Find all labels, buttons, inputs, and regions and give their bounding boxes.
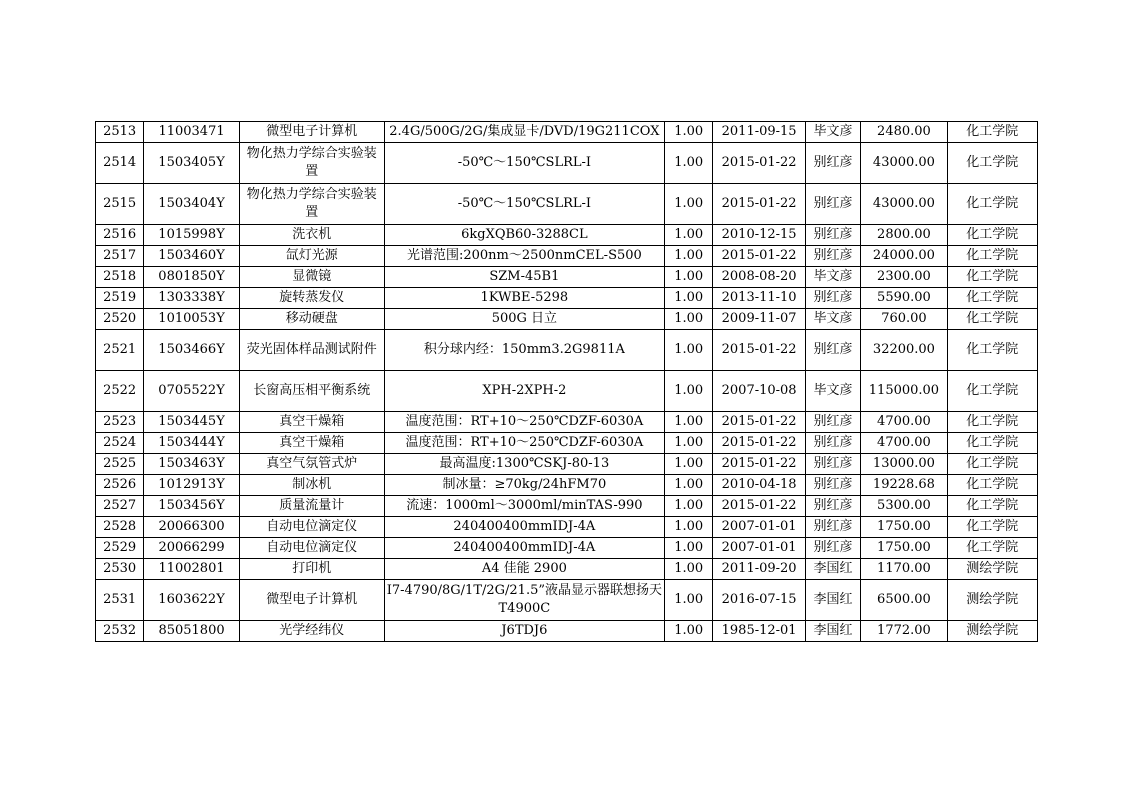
cell-asset-name: 微型电子计算机	[239, 580, 384, 621]
cell-row-number: 2513	[96, 122, 144, 143]
cell-department: 化工学院	[947, 371, 1037, 412]
cell-model-spec: -50℃～150℃SLRL-Ⅰ	[384, 184, 664, 225]
cell-quantity: 1.00	[665, 184, 713, 225]
cell-department: 测绘学院	[947, 621, 1037, 642]
cell-custodian: 李国红	[805, 621, 860, 642]
table-row	[96, 559, 1038, 580]
cell-custodian: 别红彦	[805, 143, 860, 184]
cell-department: 化工学院	[947, 288, 1037, 309]
table-row	[96, 454, 1038, 475]
cell-asset-name: 制冰机	[239, 475, 384, 496]
cell-department: 化工学院	[947, 433, 1037, 454]
cell-model-spec: 500G 日立	[384, 309, 664, 330]
cell-price: 6500.00	[861, 580, 947, 621]
cell-custodian: 别红彦	[805, 538, 860, 559]
cell-custodian: 别红彦	[805, 330, 860, 371]
cell-custodian: 李国红	[805, 580, 860, 621]
cell-price: 1750.00	[861, 538, 947, 559]
table-row	[96, 517, 1038, 538]
cell-asset-name: 物化热力学综合实验装置	[239, 143, 384, 184]
cell-asset-code: 20066299	[144, 538, 240, 559]
table-row	[96, 246, 1038, 267]
cell-asset-name: 微型电子计算机	[239, 122, 384, 143]
cell-price: 4700.00	[861, 412, 947, 433]
table-row	[96, 330, 1038, 371]
cell-asset-code: 1503456Y	[144, 496, 240, 517]
cell-row-number: 2530	[96, 559, 144, 580]
cell-custodian: 李国红	[805, 559, 860, 580]
cell-department: 化工学院	[947, 184, 1037, 225]
cell-asset-name: 物化热力学综合实验装置	[239, 184, 384, 225]
cell-purchase-date: 2008-08-20	[713, 267, 805, 288]
table-body	[96, 122, 1038, 642]
cell-price: 1750.00	[861, 517, 947, 538]
cell-model-spec: 制冰量：≥70kg/24hFM70	[384, 475, 664, 496]
cell-purchase-date: 2015-01-22	[713, 496, 805, 517]
cell-purchase-date: 2011-09-20	[713, 559, 805, 580]
cell-price: 43000.00	[861, 143, 947, 184]
cell-quantity: 1.00	[665, 267, 713, 288]
cell-asset-name: 自动电位滴定仪	[239, 538, 384, 559]
cell-row-number: 2525	[96, 454, 144, 475]
asset-table	[95, 121, 1038, 642]
cell-price: 1772.00	[861, 621, 947, 642]
cell-asset-code: 20066300	[144, 517, 240, 538]
cell-purchase-date: 2015-01-22	[713, 330, 805, 371]
cell-asset-name: 长窗高压相平衡系统	[239, 371, 384, 412]
table-row	[96, 309, 1038, 330]
cell-model-spec: 6kgXQB60-3288CL	[384, 225, 664, 246]
cell-custodian: 别红彦	[805, 225, 860, 246]
cell-asset-code: 0801850Y	[144, 267, 240, 288]
cell-asset-code: 11003471	[144, 122, 240, 143]
cell-asset-name: 移动硬盘	[239, 309, 384, 330]
cell-row-number: 2522	[96, 371, 144, 412]
cell-department: 化工学院	[947, 412, 1037, 433]
cell-model-spec: 240400400mmIDJ-4A	[384, 517, 664, 538]
cell-asset-name: 显微镜	[239, 267, 384, 288]
cell-model-spec: J6TDJ6	[384, 621, 664, 642]
cell-model-spec: 温度范围：RT+10～250℃DZF-6030A	[384, 412, 664, 433]
cell-price: 760.00	[861, 309, 947, 330]
cell-quantity: 1.00	[665, 330, 713, 371]
table-row	[96, 225, 1038, 246]
table-row	[96, 288, 1038, 309]
cell-model-spec: 2.4G/500G/2G/集成显卡/DVD/19G211COX	[384, 122, 664, 143]
cell-model-spec: 最高温度:1300℃SKJ-80-13	[384, 454, 664, 475]
cell-quantity: 1.00	[665, 309, 713, 330]
cell-price: 1170.00	[861, 559, 947, 580]
cell-row-number: 2519	[96, 288, 144, 309]
cell-asset-code: 1303338Y	[144, 288, 240, 309]
cell-asset-name: 真空干燥箱	[239, 412, 384, 433]
cell-purchase-date: 2015-01-22	[713, 454, 805, 475]
cell-price: 24000.00	[861, 246, 947, 267]
cell-row-number: 2528	[96, 517, 144, 538]
table-row	[96, 267, 1038, 288]
cell-custodian: 别红彦	[805, 475, 860, 496]
table-row	[96, 580, 1038, 621]
cell-department: 化工学院	[947, 267, 1037, 288]
cell-price: 115000.00	[861, 371, 947, 412]
cell-asset-code: 1503405Y	[144, 143, 240, 184]
table-row	[96, 496, 1038, 517]
cell-price: 19228.68	[861, 475, 947, 496]
cell-asset-name: 自动电位滴定仪	[239, 517, 384, 538]
cell-price: 32200.00	[861, 330, 947, 371]
cell-purchase-date: 2007-10-08	[713, 371, 805, 412]
cell-quantity: 1.00	[665, 538, 713, 559]
table-row	[96, 538, 1038, 559]
cell-custodian: 别红彦	[805, 517, 860, 538]
cell-asset-name: 打印机	[239, 559, 384, 580]
cell-row-number: 2532	[96, 621, 144, 642]
cell-model-spec: 积分球内经：150mm3.2G9811A	[384, 330, 664, 371]
cell-price: 43000.00	[861, 184, 947, 225]
cell-purchase-date: 2015-01-22	[713, 143, 805, 184]
cell-row-number: 2514	[96, 143, 144, 184]
table-row	[96, 122, 1038, 143]
cell-row-number: 2518	[96, 267, 144, 288]
cell-model-spec: 温度范围：RT+10～250℃DZF-6030A	[384, 433, 664, 454]
cell-purchase-date: 2009-11-07	[713, 309, 805, 330]
cell-quantity: 1.00	[665, 288, 713, 309]
cell-quantity: 1.00	[665, 580, 713, 621]
cell-purchase-date: 2016-07-15	[713, 580, 805, 621]
cell-purchase-date: 2013-11-10	[713, 288, 805, 309]
cell-row-number: 2516	[96, 225, 144, 246]
cell-model-spec: 1KWBE-5298	[384, 288, 664, 309]
cell-department: 化工学院	[947, 475, 1037, 496]
cell-department: 化工学院	[947, 496, 1037, 517]
cell-price: 13000.00	[861, 454, 947, 475]
cell-quantity: 1.00	[665, 143, 713, 184]
cell-quantity: 1.00	[665, 621, 713, 642]
cell-asset-code: 0705522Y	[144, 371, 240, 412]
cell-quantity: 1.00	[665, 559, 713, 580]
cell-asset-code: 1503460Y	[144, 246, 240, 267]
cell-purchase-date: 2015-01-22	[713, 412, 805, 433]
cell-asset-code: 1503445Y	[144, 412, 240, 433]
cell-asset-name: 旋转蒸发仪	[239, 288, 384, 309]
cell-quantity: 1.00	[665, 246, 713, 267]
cell-quantity: 1.00	[665, 371, 713, 412]
cell-price: 4700.00	[861, 433, 947, 454]
cell-model-spec: 流速：1000ml～3000ml/minTAS-990	[384, 496, 664, 517]
cell-custodian: 毕文彦	[805, 309, 860, 330]
cell-quantity: 1.00	[665, 454, 713, 475]
cell-asset-code: 1010053Y	[144, 309, 240, 330]
cell-model-spec: -50℃～150℃SLRL-Ⅰ	[384, 143, 664, 184]
cell-quantity: 1.00	[665, 122, 713, 143]
cell-row-number: 2524	[96, 433, 144, 454]
cell-department: 测绘学院	[947, 580, 1037, 621]
cell-row-number: 2515	[96, 184, 144, 225]
cell-price: 5590.00	[861, 288, 947, 309]
table-row	[96, 412, 1038, 433]
cell-custodian: 毕文彦	[805, 267, 860, 288]
cell-department: 化工学院	[947, 517, 1037, 538]
cell-model-spec: 光谱范围:200nm～2500nmCEL-S500	[384, 246, 664, 267]
cell-asset-name: 氙灯光源	[239, 246, 384, 267]
cell-row-number: 2523	[96, 412, 144, 433]
cell-custodian: 别红彦	[805, 412, 860, 433]
cell-purchase-date: 2010-04-18	[713, 475, 805, 496]
cell-asset-code: 1503404Y	[144, 184, 240, 225]
cell-department: 化工学院	[947, 225, 1037, 246]
table-row	[96, 621, 1038, 642]
cell-department: 测绘学院	[947, 559, 1037, 580]
cell-custodian: 别红彦	[805, 288, 860, 309]
cell-model-spec: A4 佳能 2900	[384, 559, 664, 580]
cell-purchase-date: 2015-01-22	[713, 184, 805, 225]
cell-department: 化工学院	[947, 309, 1037, 330]
cell-purchase-date: 2007-01-01	[713, 538, 805, 559]
cell-purchase-date: 2010-12-15	[713, 225, 805, 246]
cell-model-spec: I7-4790/8G/1T/2G/21.5”液晶显示器联想扬天 T4900C	[384, 580, 664, 621]
cell-row-number: 2521	[96, 330, 144, 371]
cell-price: 2480.00	[861, 122, 947, 143]
cell-custodian: 毕文彦	[805, 371, 860, 412]
cell-custodian: 别红彦	[805, 246, 860, 267]
cell-department: 化工学院	[947, 122, 1037, 143]
cell-asset-name: 荧光固体样品测试附件	[239, 330, 384, 371]
table-row	[96, 184, 1038, 225]
cell-quantity: 1.00	[665, 412, 713, 433]
cell-custodian: 别红彦	[805, 184, 860, 225]
cell-quantity: 1.00	[665, 433, 713, 454]
cell-quantity: 1.00	[665, 517, 713, 538]
cell-asset-code: 1503466Y	[144, 330, 240, 371]
cell-department: 化工学院	[947, 330, 1037, 371]
cell-asset-name: 真空气氛管式炉	[239, 454, 384, 475]
table-row	[96, 475, 1038, 496]
cell-department: 化工学院	[947, 454, 1037, 475]
cell-row-number: 2527	[96, 496, 144, 517]
cell-asset-code: 11002801	[144, 559, 240, 580]
cell-quantity: 1.00	[665, 496, 713, 517]
table-row	[96, 143, 1038, 184]
cell-asset-name: 洗衣机	[239, 225, 384, 246]
cell-model-spec: XPH-2XPH-2	[384, 371, 664, 412]
cell-purchase-date: 2007-01-01	[713, 517, 805, 538]
cell-department: 化工学院	[947, 538, 1037, 559]
cell-department: 化工学院	[947, 246, 1037, 267]
cell-purchase-date: 2011-09-15	[713, 122, 805, 143]
cell-department: 化工学院	[947, 143, 1037, 184]
cell-quantity: 1.00	[665, 475, 713, 496]
cell-row-number: 2517	[96, 246, 144, 267]
cell-quantity: 1.00	[665, 225, 713, 246]
cell-asset-code: 85051800	[144, 621, 240, 642]
cell-asset-name: 真空干燥箱	[239, 433, 384, 454]
cell-price: 5300.00	[861, 496, 947, 517]
cell-asset-code: 1503463Y	[144, 454, 240, 475]
cell-row-number: 2531	[96, 580, 144, 621]
cell-purchase-date: 2015-01-22	[713, 433, 805, 454]
table-row	[96, 371, 1038, 412]
cell-asset-code: 1603622Y	[144, 580, 240, 621]
cell-asset-code: 1503444Y	[144, 433, 240, 454]
cell-purchase-date: 2015-01-22	[713, 246, 805, 267]
cell-asset-code: 1015998Y	[144, 225, 240, 246]
cell-custodian: 毕文彦	[805, 122, 860, 143]
cell-model-spec: 240400400mmIDJ-4A	[384, 538, 664, 559]
cell-model-spec: SZM-45B1	[384, 267, 664, 288]
table-row	[96, 433, 1038, 454]
cell-row-number: 2526	[96, 475, 144, 496]
cell-purchase-date: 1985-12-01	[713, 621, 805, 642]
cell-custodian: 别红彦	[805, 496, 860, 517]
cell-asset-name: 光学经纬仪	[239, 621, 384, 642]
cell-asset-code: 1012913Y	[144, 475, 240, 496]
cell-row-number: 2529	[96, 538, 144, 559]
cell-asset-name: 质量流量计	[239, 496, 384, 517]
cell-row-number: 2520	[96, 309, 144, 330]
cell-price: 2300.00	[861, 267, 947, 288]
cell-price: 2800.00	[861, 225, 947, 246]
cell-custodian: 别红彦	[805, 433, 860, 454]
cell-custodian: 别红彦	[805, 454, 860, 475]
